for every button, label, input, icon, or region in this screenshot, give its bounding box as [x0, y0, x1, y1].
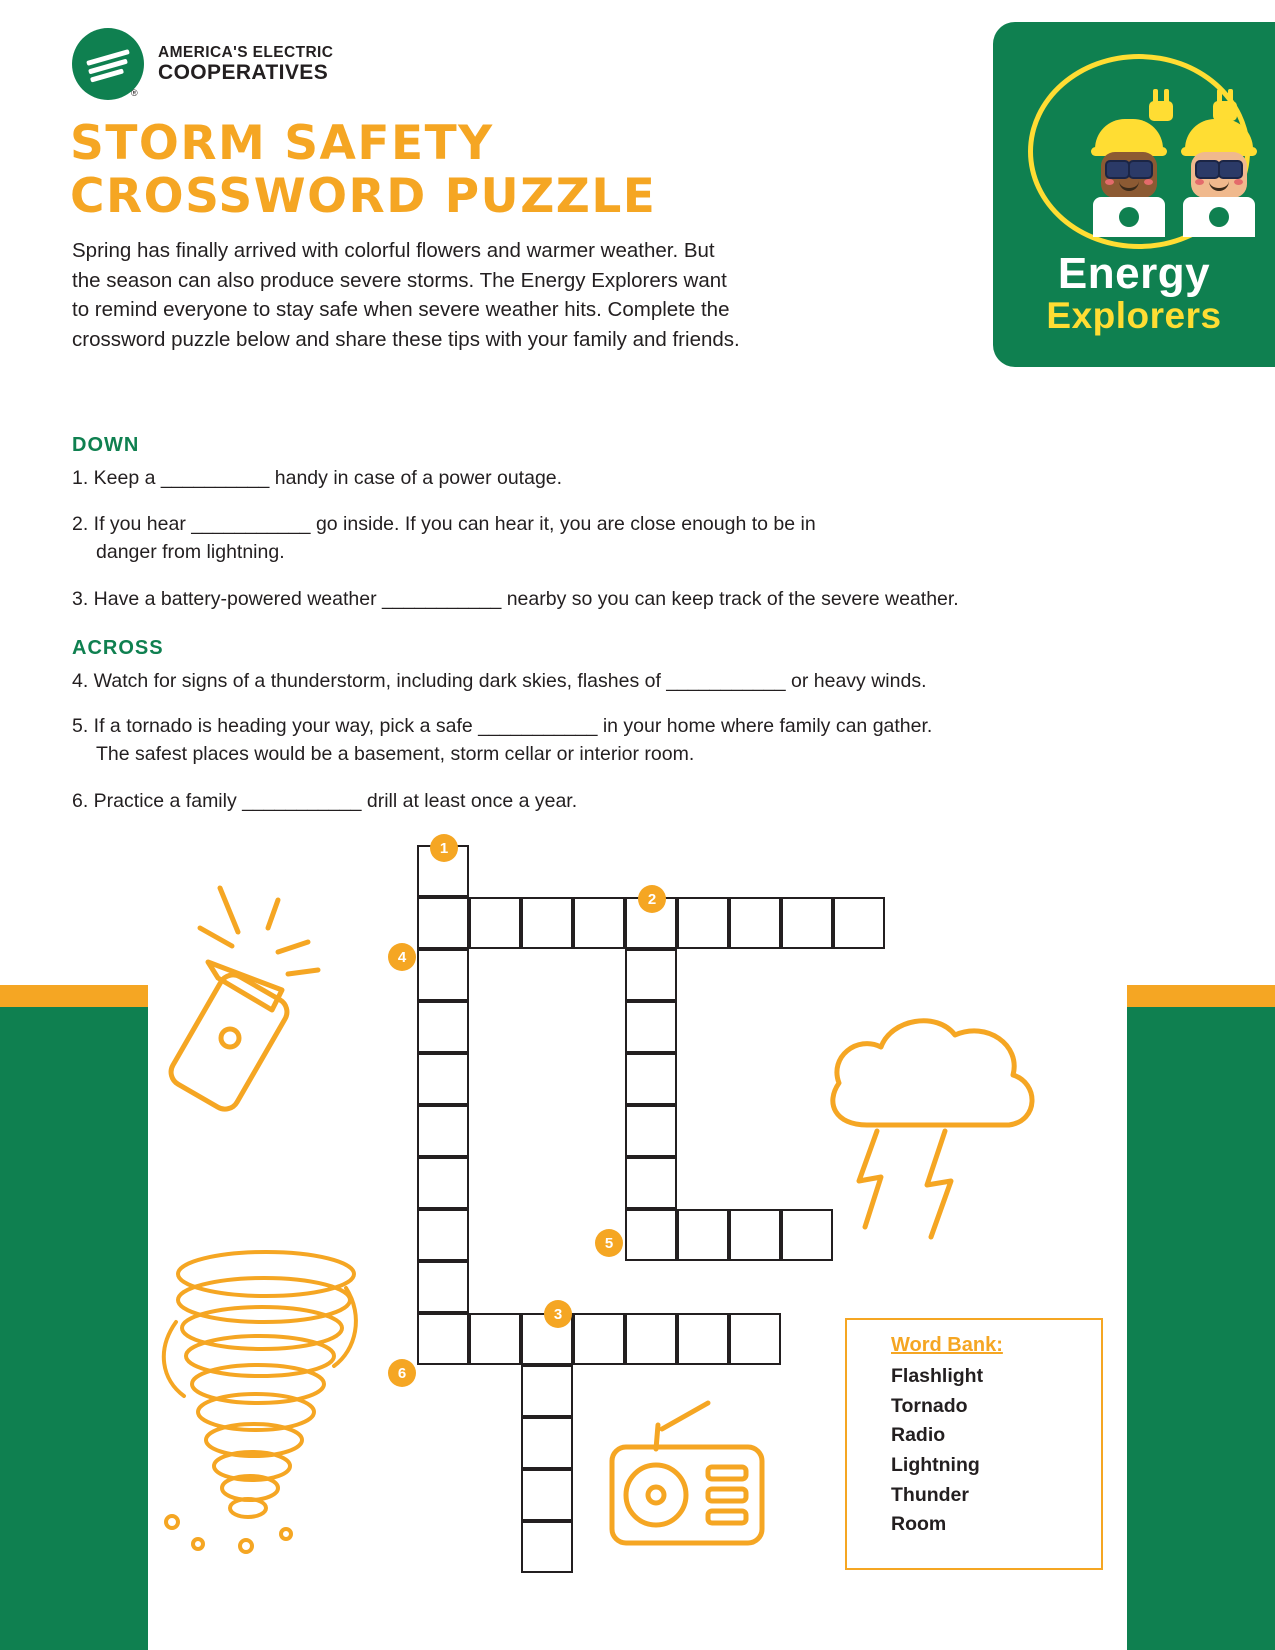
grid-cell[interactable] — [417, 1261, 469, 1313]
mascot-kid-two — [1181, 119, 1257, 237]
grid-cell[interactable] — [521, 897, 573, 949]
word-bank — [845, 1318, 1103, 1570]
grid-cell[interactable] — [573, 897, 625, 949]
brand-logo-line1: AMERICA'S ELECTRIC — [158, 43, 334, 61]
plug-icon — [1145, 89, 1175, 123]
energy-explorers-mascots-icon — [1028, 54, 1250, 249]
grid-cell[interactable] — [729, 1209, 781, 1261]
grid-cell[interactable] — [469, 897, 521, 949]
grid-cell[interactable] — [417, 897, 469, 949]
grid-cell[interactable] — [677, 897, 729, 949]
brand-logo — [72, 28, 333, 100]
page-title — [70, 118, 710, 223]
clue-down-2-cont: danger from lightning. — [96, 541, 285, 564]
clue-down-2-text: 2. If you hear ___________ go inside. If you can hear it, you are close enough to be in — [72, 513, 816, 535]
word-bank-item-tornado: Tornado — [891, 1394, 968, 1417]
word-bank-item-thunder: Thunder — [891, 1483, 969, 1506]
grid-cell[interactable] — [417, 1209, 469, 1261]
grid-cell[interactable] — [521, 1417, 573, 1469]
grid-cell[interactable] — [625, 949, 677, 1001]
badge-title-line2: Explorers — [1046, 295, 1222, 336]
grid-cell[interactable] — [417, 1157, 469, 1209]
grid-cell[interactable] — [833, 897, 885, 949]
grid-cell[interactable] — [521, 1469, 573, 1521]
clue-number-badge-2: 2 — [638, 885, 666, 913]
grid-cell[interactable] — [521, 1365, 573, 1417]
clue-down-1: 1. Keep a __________ handy in case of a power outage. — [72, 467, 563, 489]
mascot-kid-one — [1091, 119, 1167, 237]
page-title-line1: STORM SAFETY — [70, 116, 494, 171]
energy-explorers-badge — [993, 22, 1275, 367]
grid-cell[interactable] — [573, 1313, 625, 1365]
grid-cell[interactable] — [417, 1105, 469, 1157]
clue-number-badge-5: 5 — [595, 1229, 623, 1257]
clue-down-3: 3. Have a battery-powered weather ___________ nearby so you can keep track of the severe weather. — [72, 588, 959, 610]
word-bank-item-flashlight: Flashlight — [891, 1365, 984, 1387]
intro-paragraph: Spring has finally arrived with colorful flowers and warmer weather. But the season can also produce severe storms. The Energy Explorers want to remind everyone to stay safe when severe weather hits. Complete the crossword puzzle below and share these tips with your family and friends. — [72, 239, 740, 352]
clue-across-6: 6. Practice a family ___________ drill at least once a year. — [72, 790, 578, 812]
brand-logo-line2: COOPERATIVES — [158, 60, 329, 84]
grid-cell[interactable] — [469, 1313, 521, 1365]
registered-mark: ® — [131, 88, 138, 98]
grid-cell[interactable] — [625, 1105, 677, 1157]
clue-number-badge-4: 4 — [388, 943, 416, 971]
grid-cell[interactable] — [625, 1313, 677, 1365]
down-heading: DOWN — [72, 434, 140, 456]
grid-cell[interactable] — [781, 1209, 833, 1261]
radio-icon — [600, 1395, 780, 1575]
clue-number-badge-1: 1 — [430, 834, 458, 862]
clue-number-badge-6: 6 — [388, 1359, 416, 1387]
clue-down-2 — [72, 510, 1052, 567]
tornado-icon — [150, 1230, 380, 1560]
grid-cell[interactable] — [677, 1209, 729, 1261]
grid-cell[interactable] — [625, 1053, 677, 1105]
badge-title-line1: Energy — [1057, 249, 1211, 298]
across-heading: ACROSS — [72, 637, 164, 659]
flashlight-icon — [160, 870, 350, 1130]
grid-cell[interactable] — [625, 1157, 677, 1209]
clue-across-4: 4. Watch for signs of a thunderstorm, including dark skies, flashes of ___________ or heavy winds. — [72, 670, 927, 692]
grid-cell[interactable] — [781, 897, 833, 949]
grid-cell[interactable] — [625, 1001, 677, 1053]
grid-cell[interactable] — [417, 1001, 469, 1053]
grid-cell[interactable] — [417, 1313, 469, 1365]
word-bank-item-lightning: Lightning — [891, 1453, 980, 1476]
grid-cell[interactable] — [521, 1521, 573, 1573]
page-title-line2: CROSSWORD PUZZLE — [70, 168, 657, 224]
grid-cell[interactable] — [417, 949, 469, 1001]
grid-cell[interactable] — [625, 1209, 677, 1261]
word-bank-title: Word Bank: — [891, 1334, 1003, 1356]
grid-cell[interactable] — [729, 897, 781, 949]
word-bank-item-radio: Radio — [891, 1424, 946, 1447]
grid-cell[interactable] — [417, 1053, 469, 1105]
clue-across-5-cont: The safest places would be a basement, storm cellar or interior room. — [96, 743, 695, 766]
clue-across-5-text: 5. If a tornado is heading your way, pick a safe ___________ in your home where family can gather. — [72, 715, 933, 737]
grid-cell[interactable] — [677, 1313, 729, 1365]
grid-cell[interactable] — [729, 1313, 781, 1365]
clue-across-5 — [72, 712, 1082, 769]
clue-number-badge-3: 3 — [544, 1300, 572, 1328]
plug-icon — [1209, 89, 1239, 123]
storm-cloud-lightning-icon — [805, 1005, 1055, 1265]
word-bank-item-room: Room — [891, 1513, 947, 1536]
